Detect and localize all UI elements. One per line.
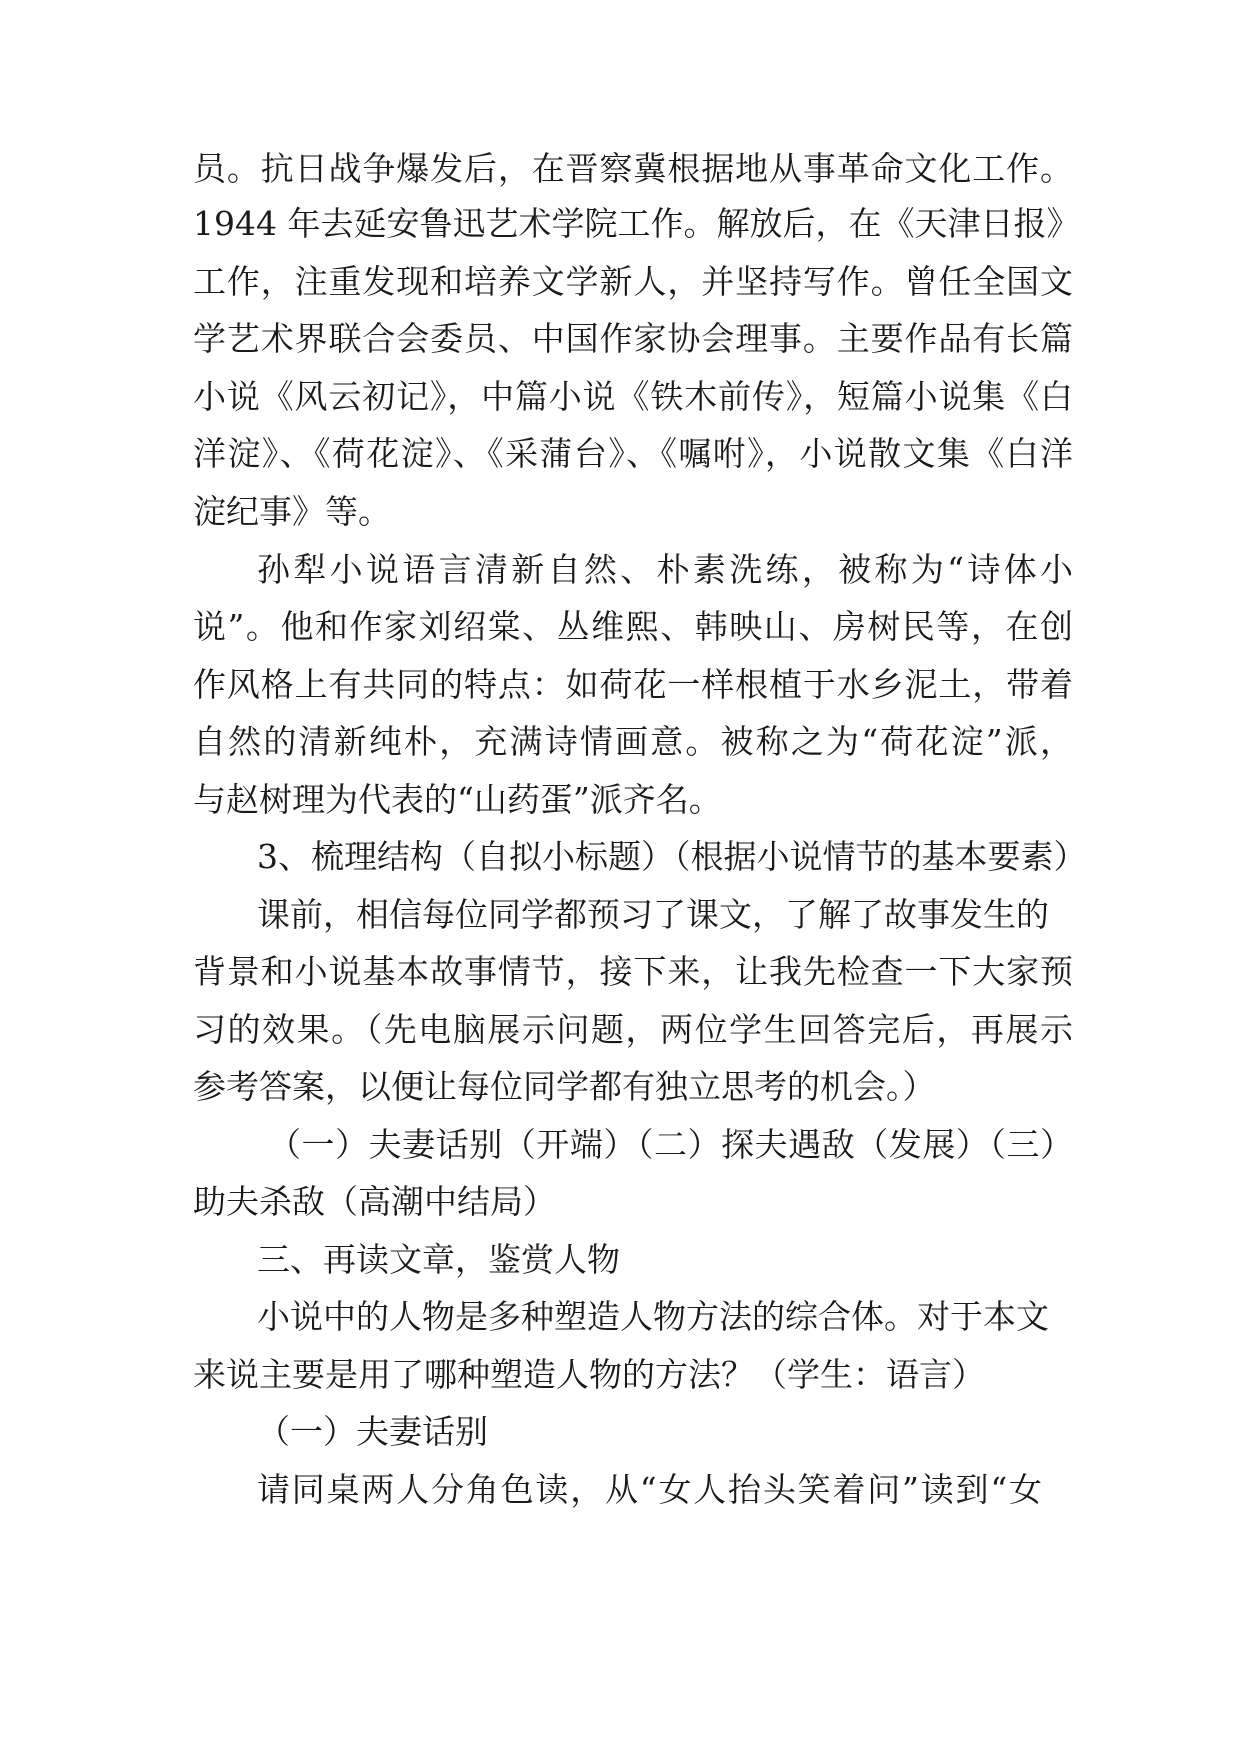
section-heading: 三、再读文章，鉴赏人物 xyxy=(257,1240,620,1279)
paragraph-line: 学艺术界联合会委员、中国作家协会理事。主要作品有长篇 xyxy=(193,319,1073,358)
paragraph-line: 小说《风云初记》，中篇小说《铁木前传》，短篇小说集《白 xyxy=(193,377,1073,416)
paragraph-line: 背景和小说基本故事情节，接下来，让我先检查一下大家预 xyxy=(193,952,1073,991)
paragraph-line: 自然的清新纯朴，充满诗情画意。被称之为“荷花淀”派， xyxy=(193,722,1073,761)
paragraph-line: 习的效果。（先电脑展示问题，两位学生回答完后，再展示 xyxy=(193,1010,1073,1049)
section-heading: 3、梳理结构（自拟小标题）（根据小说情节的基本要素） xyxy=(257,837,1087,876)
paragraph-line: 1944 年去延安鲁迅艺术学院工作。解放后，在《天津日报》 xyxy=(193,204,1080,243)
paragraph-line: 作风格上有共同的特点：如荷花一样根植于水乡泥土，带着 xyxy=(193,665,1073,704)
paragraph-line: 参考答案，以便让每位同学都有独立思考的机会。） xyxy=(193,1067,936,1106)
structure-line: （一）夫妻话别（开端）（二）探夫遇敌（发展）（三） xyxy=(268,1125,1073,1164)
paragraph-line: 小说中的人物是多种塑造人物方法的综合体。对于本文 xyxy=(257,1297,1049,1336)
paragraph-line: 与赵树理为代表的“山药蛋”派齐名。 xyxy=(193,780,722,819)
paragraph-line: 员。抗日战争爆发后，在晋察冀根据地从事革命文化工作。 xyxy=(193,149,1073,188)
paragraph-line: 工作，注重发现和培养文学新人，并坚持写作。曾任全国文 xyxy=(193,262,1073,301)
structure-line: 助夫杀敌（高潮中结局） xyxy=(193,1182,556,1221)
paragraph-line: 洋淀》、《荷花淀》、《采蒲台》、《嘱咐》，小说散文集《白洋 xyxy=(193,434,1073,473)
paragraph-line: 来说主要是用了哪种塑造人物的方法？（学生：语言） xyxy=(193,1355,985,1394)
paragraph-line: 课前，相信每位同学都预习了课文，了解了故事发生的 xyxy=(257,895,1049,934)
paragraph-line: 说”。他和作家刘绍棠、丛维熙、韩映山、房树民等，在创 xyxy=(193,607,1073,646)
paragraph-line: 孙犁小说语言清新自然、朴素洗练，被称为“诗体小 xyxy=(257,550,1073,589)
subsection-heading: （一）夫妻话别 xyxy=(257,1412,488,1451)
paragraph-line: 淀纪事》等。 xyxy=(193,492,391,531)
paragraph-line: 请同桌两人分角色读，从“女人抬头笑着问”读到“女 xyxy=(257,1470,1042,1509)
